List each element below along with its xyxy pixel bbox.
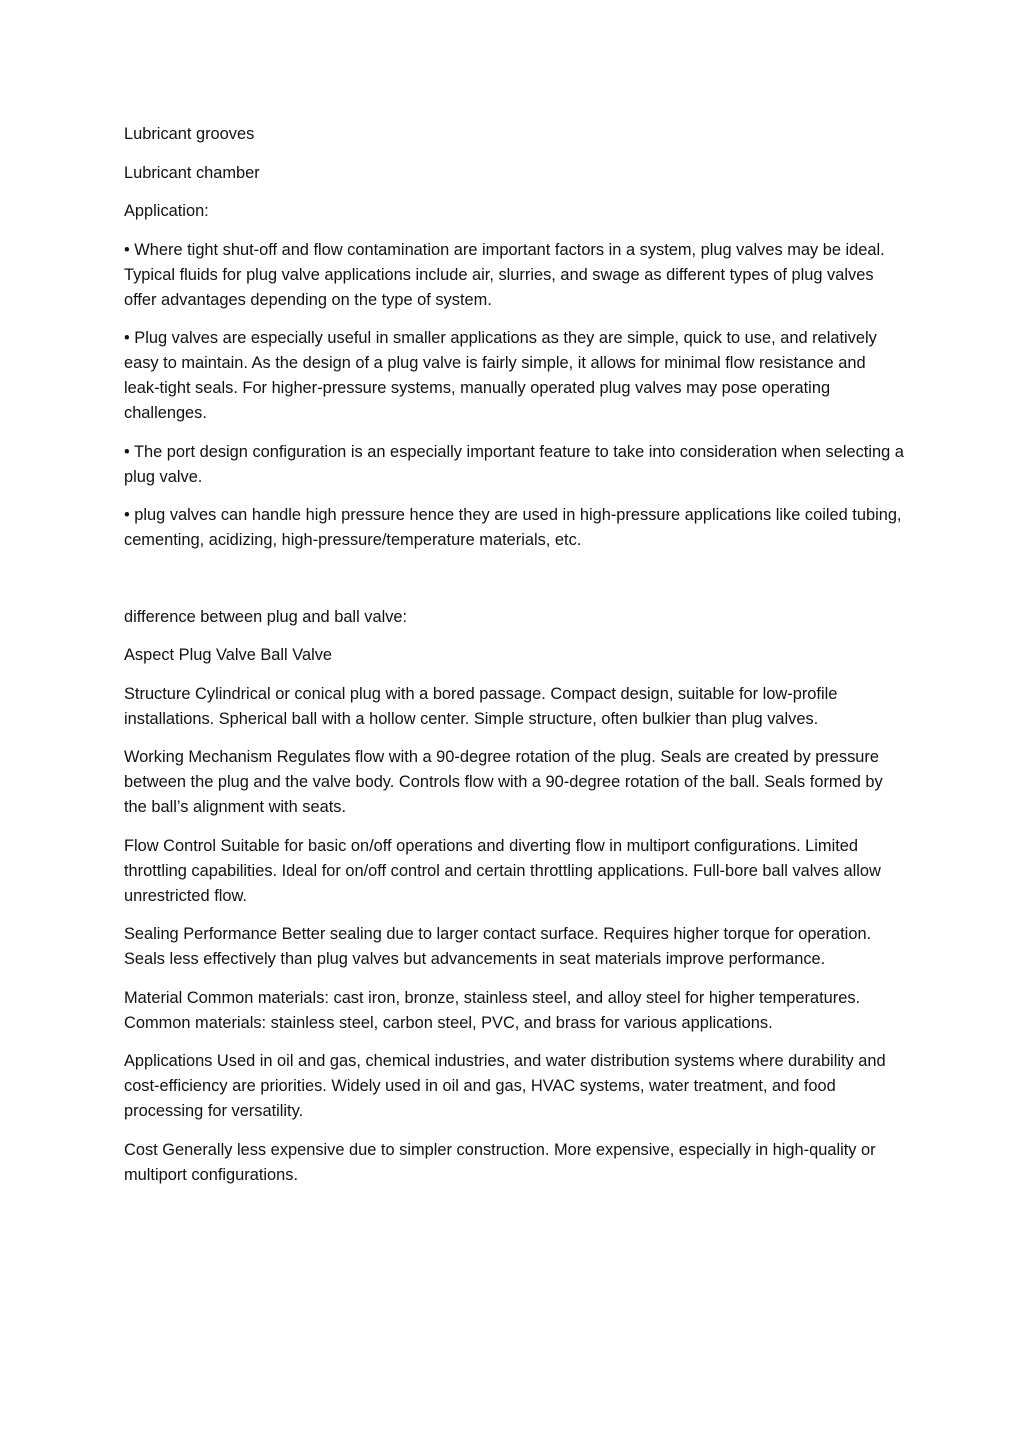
comparison-row-applications: Applications Used in oil and gas, chemical industries, and water distribution systems where durability and cost-efficiency are priorities. Widely used in oil and gas, HVAC systems, water treatment, and food processing for versatility. [124,1052,886,1120]
application-heading: Application: [124,202,209,220]
application-bullet: • Where tight shut-off and flow contamination are important factors in a system, plug valves may be ideal. Typical fluids for plug valve applications include air, slurries, and swage as different types of plug valves offer advantages depending on the type of system. [124,240,885,309]
application-bullet: • Plug valves are especially useful in smaller applications as they are simple, quick to use, and relatively easy to maintain. As the design of a plug valve is fairly simple, it allows for minimal flow resistance and leak-tight seals. For higher-pressure systems, manually operated plug valves may pose operating challenges. [124,329,877,422]
comparison-row-cost: Cost Generally less expensive due to simpler construction. More expensive, especially in high-quality or multiport configurations. [124,1140,876,1184]
document-page [124,122,904,1201]
application-bullet: • plug valves can handle high pressure hence they are used in high-pressure applications like coiled tubing, cementing, acidizing, high-pressure/temperature materials, etc. [124,506,902,549]
application-bullet: • The port design configuration is an especially important feature to take into consideration when selecting a plug valve. [124,442,904,486]
comparison-row-sealing-performance: Sealing Performance Better sealing due to larger contact surface. Requires higher torque for operation. Seals less effectively than plug valves but advancements in seat materials improve performance. [124,925,872,968]
lubricant-chamber-line: Lubricant chamber [124,163,260,182]
comparison-row-structure: Structure Cylindrical or conical plug with a bored passage. Compact design, suitable for low-profile installations. Spherical ball with a hollow center. Simple structure, often bulkier than plug valves. [124,684,838,728]
section-spacer [124,567,904,605]
comparison-row-material: Material Common materials: cast iron, bronze, stainless steel, and alloy steel for higher temperatures. Common materials: stainless steel, carbon steel, PVC, and brass for various applications. [124,988,861,1032]
comparison-row-flow-control: Flow Control Suitable for basic on/off operations and diverting flow in multiport configurations. Limited throttling capabilities. Ideal for on/off control and certain throttling applications. Full-bore ball valves allow unrestricted flow. [124,836,881,905]
comparison-row-working-mechanism: Working Mechanism Regulates flow with a 90-degree rotation of the plug. Seals are created by pressure between the plug and the valve body. Controls flow with a 90-degree rotation of the ball. Seals formed by the ball’s alignment with seats. [124,748,883,816]
comparison-header: Aspect Plug Valve Ball Valve [124,646,333,664]
lubricant-grooves-line: Lubricant grooves [124,125,255,143]
difference-heading: difference between plug and ball valve: [124,607,408,626]
